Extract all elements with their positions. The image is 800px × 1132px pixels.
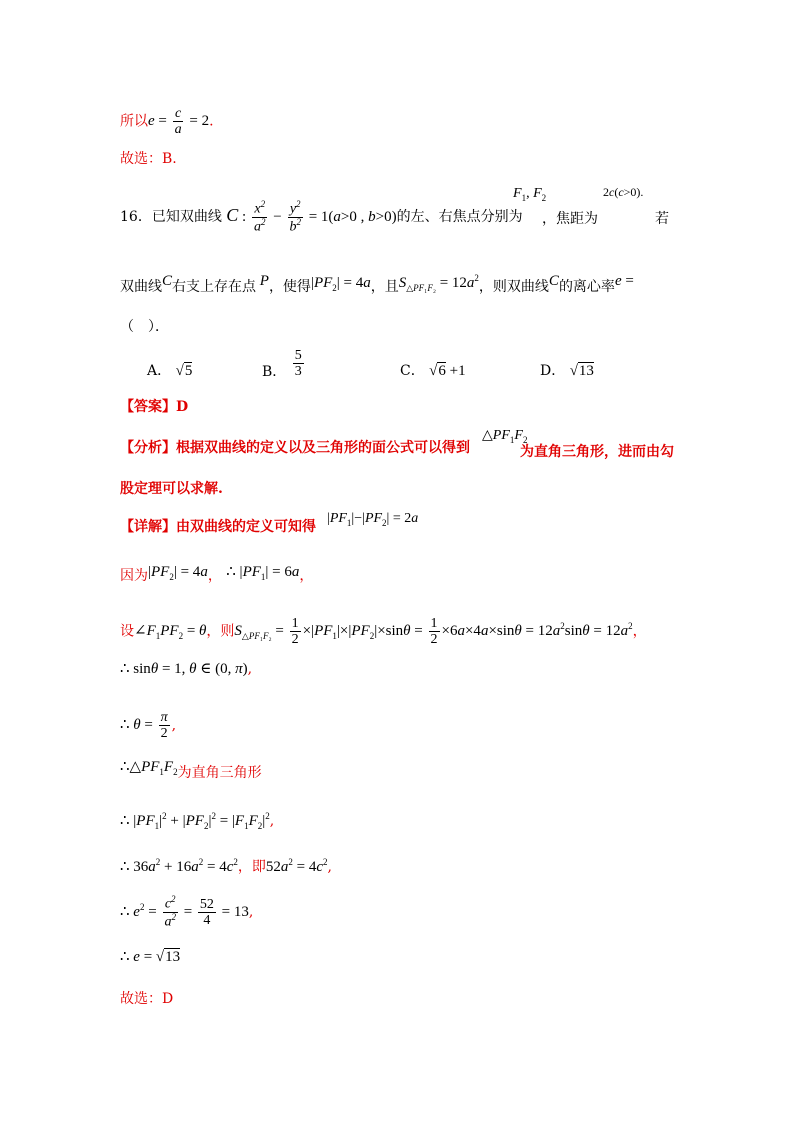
equation-line: ∴ $36a^2 + 16a^2 = 4c^2$，即$52a^2 = 4c^2$,: [120, 857, 332, 875]
pythagoras-line: ∴ $|PF_1|^2 + |PF_2|^2 = |F_1F_2|^2$,: [120, 811, 275, 831]
e-result-line: [120, 950, 180, 965]
formula-36a2: ∴ $36a^2 + 16a^2 = 4c^2$: [120, 857, 238, 875]
formula-hyperbola: C : $\frac{x^2}{a^2}$ − $\frac{y^2}{b^2}$ = 1(a>0 , b>0): [226, 199, 397, 235]
formula-f1-f2: $F_1$, $F_2$: [513, 186, 547, 203]
formula-area-calc: $S_{\triangle PF_1F_2}$ = $\frac{1}{2}$ $\times|PF_1|\times|PF_2|\times\sin\theta$ = $\frac{1}{2}$ $\times 6a\times 4a\times\sin\theta = 12a^2\sin\theta = 12a^2$: [234, 616, 633, 648]
text-if: 若: [655, 211, 669, 227]
formula-sin-theta: ∴ sinθ = 1, θ ∈ (0, π): [120, 661, 248, 677]
analysis-text-1: 根据双曲线的定义以及三角形的面公式可以得到: [176, 440, 470, 456]
option-a-label: A．: [147, 363, 172, 379]
option-b-label: B．: [262, 363, 287, 380]
question-16-line-2: [120, 274, 634, 294]
answer-label: 【答案】D: [120, 399, 189, 415]
option-b[interactable]: [262, 348, 306, 381]
line-choose-d: 故选：D: [120, 991, 174, 1007]
option-a-value: √5: [175, 363, 193, 379]
text-ie: ，即: [237, 859, 266, 875]
text-eccentricity: 的离心率: [558, 279, 615, 295]
option-d-value: √13: [569, 363, 594, 379]
formula-e-squared: ∴ $e^2$ = $\frac{c^2}{a^2}$ = $\frac{52}{4}$ = 13: [120, 894, 249, 930]
text-hyperbola: 双曲线: [120, 279, 162, 295]
detail-tag: 【详解】: [120, 519, 176, 535]
text-foci: 的左、右焦点分别为: [396, 208, 523, 225]
analysis-line-1: [120, 441, 470, 455]
analysis-line-3: 股定理可以求解.: [120, 481, 223, 497]
formula-2c: 2c(c>0).: [603, 185, 644, 199]
option-c-label: C．: [400, 363, 425, 379]
formula-triangle: $\therefore\triangle PF_1F_2$: [120, 759, 178, 777]
theta-line: ∴ θ = $\frac{\pi}{2}$ ,: [120, 710, 177, 742]
formula-theta-pi-2: ∴ θ = $\frac{\pi}{2}$: [120, 710, 168, 742]
text-then-hyperbola: ，则双曲线: [478, 279, 549, 295]
sin-theta-line: ∴ sinθ = 1, θ ∈ (0, π),: [120, 661, 253, 677]
text-and: ，且: [370, 279, 399, 295]
text-right-branch: 右支上存在点: [172, 279, 257, 295]
text-right-triangle: 为直角三角形: [177, 765, 262, 781]
question-16-line-1: [120, 200, 523, 235]
text-because: 因为: [120, 568, 148, 584]
formula-angle-theta: $\angle F_1PF_2 = \theta$: [134, 623, 207, 642]
symbol-c-2: C: [548, 273, 559, 289]
text-focal-distance: ，焦距为: [542, 211, 598, 227]
formula-triangle-pf1f2: $\triangle PF_1F_2$: [482, 428, 528, 445]
because-line: 因为$|PF_2| = 4a$， ∴ $|PF_1| = 6a$，: [120, 564, 314, 584]
option-d[interactable]: [540, 360, 594, 380]
question-16-number: 16．已知双曲线: [120, 208, 222, 225]
line-eccentricity-result: 所以e = $\frac{c}{a}$ = 2.: [120, 106, 214, 138]
analysis-tag: 【分析】: [120, 440, 176, 456]
analysis-text-2: 为直角三角形，进而由勾: [520, 444, 674, 460]
symbol-p: P: [256, 273, 269, 289]
option-c-value: √6 +1: [429, 363, 466, 379]
line-choose-b: 故选：B.: [120, 151, 177, 167]
detail-line: [120, 520, 316, 534]
formula-pf2-4a: $|PF_2| = 4a$: [310, 275, 371, 293]
formula-area-12a2: $S_{\triangle PF_1F_2} = 12a^2$: [398, 273, 479, 293]
text-set: 设: [120, 623, 134, 640]
formula-pf1-6a: ∴ $|PF_1| = 6a$: [226, 564, 300, 582]
symbol-c: C: [162, 273, 173, 289]
formula-52a2: $52a^2 = 4c^2$: [265, 857, 328, 875]
formula-pf1-minus-pf2: $|PF_1|-|PF_2| = 2a$: [327, 511, 419, 528]
formula-e-sqrt13: ∴ e = √13: [120, 949, 181, 965]
option-a[interactable]: [147, 360, 192, 380]
formula-pf2-pf1: $|PF_2| = 4a$: [148, 564, 208, 582]
e-squared-line: ∴ $e^2$ = $\frac{c^2}{a^2}$ = $\frac{52}{4}$ = 13,: [120, 894, 254, 930]
text-so: 所以: [120, 113, 148, 130]
option-b-value: $\frac{5}{3}$: [294, 348, 302, 380]
text-then: ，则: [206, 623, 235, 640]
right-triangle-line: [120, 760, 262, 780]
detail-text: 由双曲线的定义可知得: [176, 519, 316, 535]
question-16-paren: （ ）．: [120, 319, 169, 335]
option-c[interactable]: [400, 360, 466, 380]
set-angle-line: 设$\angle F_1PF_2 = \theta$，则$S_{\triangle PF_1F_2}$ = $\frac{1}{2}$ $\times|PF_1|\times|PF_2|\times\sin\theta$ = $\frac{1}{2}$ $\times 6a\times 4a\times\sin\theta = 12a^2\sin\theta = 12a^2$，: [120, 616, 647, 648]
option-d-label: D．: [540, 363, 566, 379]
formula-e-eq: e =: [614, 273, 634, 289]
formula-e-equals-2: e = $\frac{c}{a}$ = 2: [148, 106, 210, 138]
text-such-that: ，使得: [268, 279, 311, 295]
formula-pythagoras: ∴ $|PF_1|^2 + |PF_2|^2 = |F_1F_2|^2$: [120, 811, 270, 831]
